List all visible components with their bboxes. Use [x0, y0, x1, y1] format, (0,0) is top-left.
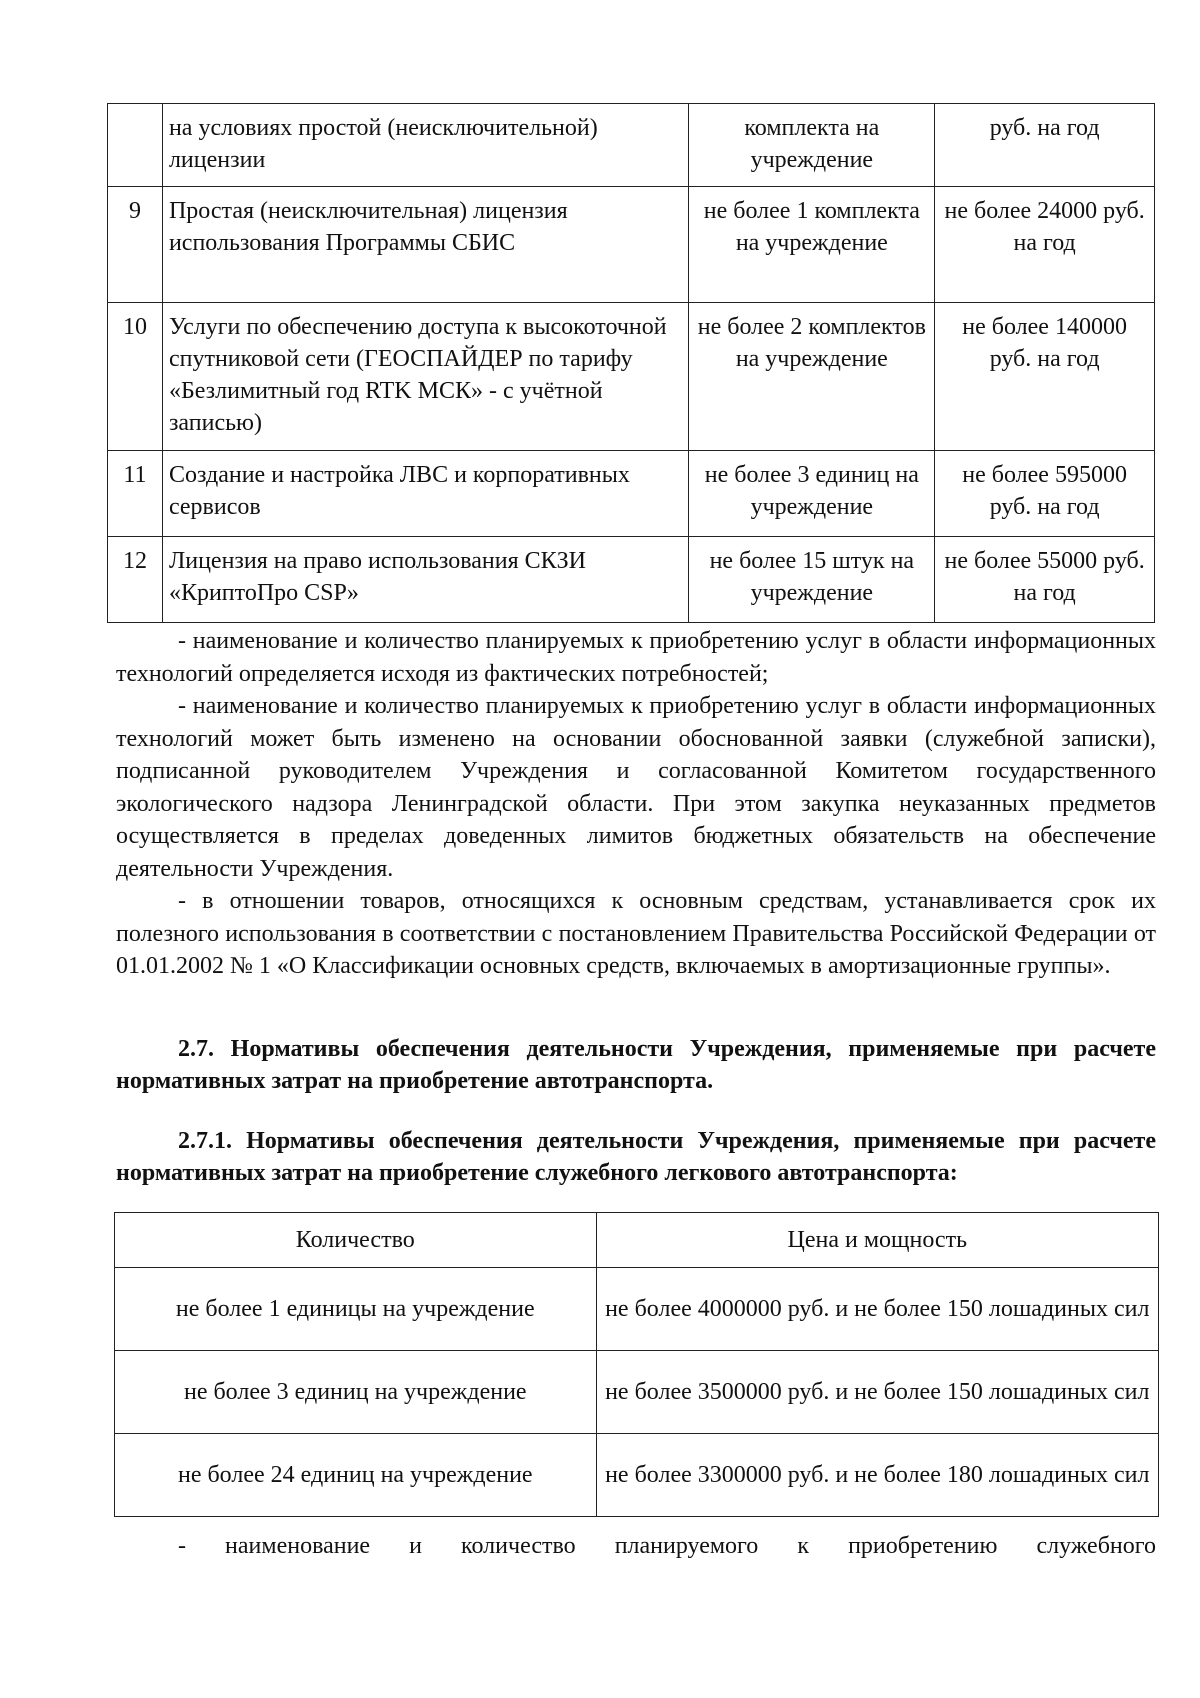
vehicle-quantity: не более 1 единицы на учреждение — [115, 1268, 597, 1351]
paragraph: - наименование и количество планируемых к приобретению услуг в области информационных технологий может быть изменено на основании обоснованной заявки (служебной записки), подписанной руководителем Учреждения и согласованной Комитетом государственного экологического надзора Ленинградской области. При этом закупка неуказанных предметов осуществляется в пределах доведенных лимитов бюджетных обязательств на обеспечение деятельности Учреждения. — [116, 693, 1156, 882]
body-text-footer — [116, 1530, 1156, 1563]
table-row — [115, 1268, 1159, 1351]
service-name: на условиях простой (неисключительной) лицензии — [162, 104, 688, 187]
paragraph: - наименование и количество планируемого к приобретению служебного — [178, 1533, 1156, 1559]
table-row — [115, 1351, 1159, 1434]
table-row — [108, 187, 1155, 303]
service-name: Простая (неисключительная) лицензия использования Программы СБИС — [162, 187, 688, 303]
service-price: не более 140000 руб. на год — [935, 303, 1155, 451]
row-number: 9 — [108, 187, 163, 303]
row-number: 11 — [108, 451, 163, 537]
vehicle-price-power: не более 4000000 руб. и не более 150 лошадиных сил — [596, 1268, 1158, 1351]
vehicle-price-power: не более 3500000 руб. и не более 150 лошадиных сил — [596, 1351, 1158, 1434]
vehicle-quantity: не более 3 единиц на учреждение — [115, 1351, 597, 1434]
service-quantity: не более 1 комплекта на учреждение — [689, 187, 935, 303]
service-price: не более 55000 руб. на год — [935, 537, 1155, 623]
service-price: не более 24000 руб. на год — [935, 187, 1155, 303]
section-heading: 2.7. Нормативы обеспечения деятельности Учреждения, применяемые при расчете нормативных затрат на приобретение автотранспорта. — [116, 1036, 1156, 1094]
table-row — [108, 303, 1155, 451]
row-number: 10 — [108, 303, 163, 451]
row-number — [108, 104, 163, 187]
row-number: 12 — [108, 537, 163, 623]
column-header: Цена и мощность — [596, 1213, 1158, 1268]
table-header-row — [115, 1213, 1159, 1268]
paragraph: - наименование и количество планируемых к приобретению услуг в области информационных технологий определяется исходя из фактических потребностей; — [116, 628, 1156, 687]
subsection-heading: 2.7.1. Нормативы обеспечения деятельности Учреждения, применяемые при расчете нормативных затрат на приобретение служебного легкового автотранспорта: — [116, 1128, 1156, 1186]
vehicle-quantity: не более 24 единиц на учреждение — [115, 1434, 597, 1517]
service-price: не более 595000 руб. на год — [935, 451, 1155, 537]
table-row — [115, 1434, 1159, 1517]
service-quantity: не более 15 штук на учреждение — [689, 537, 935, 623]
service-name: Услуги по обеспечению доступа к высокоточной спутниковой сети (ГЕОСПАЙДЕР по тарифу «Безлимитный год RTK МСК» - с учётной записью) — [162, 303, 688, 451]
table-row — [108, 104, 1155, 187]
it-services-table — [107, 103, 1155, 623]
vehicle-price-power: не более 3300000 руб. и не более 180 лошадиных сил — [596, 1434, 1158, 1517]
service-name: Создание и настройка ЛВС и корпоративных сервисов — [162, 451, 688, 537]
vehicle-norms-table — [114, 1212, 1159, 1517]
service-quantity: комплекта на учреждение — [689, 104, 935, 187]
service-quantity: не более 3 единиц на учреждение — [689, 451, 935, 537]
table-row — [108, 451, 1155, 537]
service-price: руб. на год — [935, 104, 1155, 187]
service-name: Лицензия на право использования СКЗИ «КриптоПро CSP» — [162, 537, 688, 623]
column-header: Количество — [115, 1213, 597, 1268]
paragraph: - в отношении товаров, относящихся к основным средствам, устанавливается срок их полезного использования в соответствии с постановлением Правительства Российской Федерации от 01.01.2002 № 1 «О Классификации основных средств, включаемых в амортизационные группы». — [116, 888, 1156, 979]
service-quantity: не более 2 комплектов на учреждение — [689, 303, 935, 451]
body-text — [116, 625, 1156, 983]
table-row — [108, 537, 1155, 623]
